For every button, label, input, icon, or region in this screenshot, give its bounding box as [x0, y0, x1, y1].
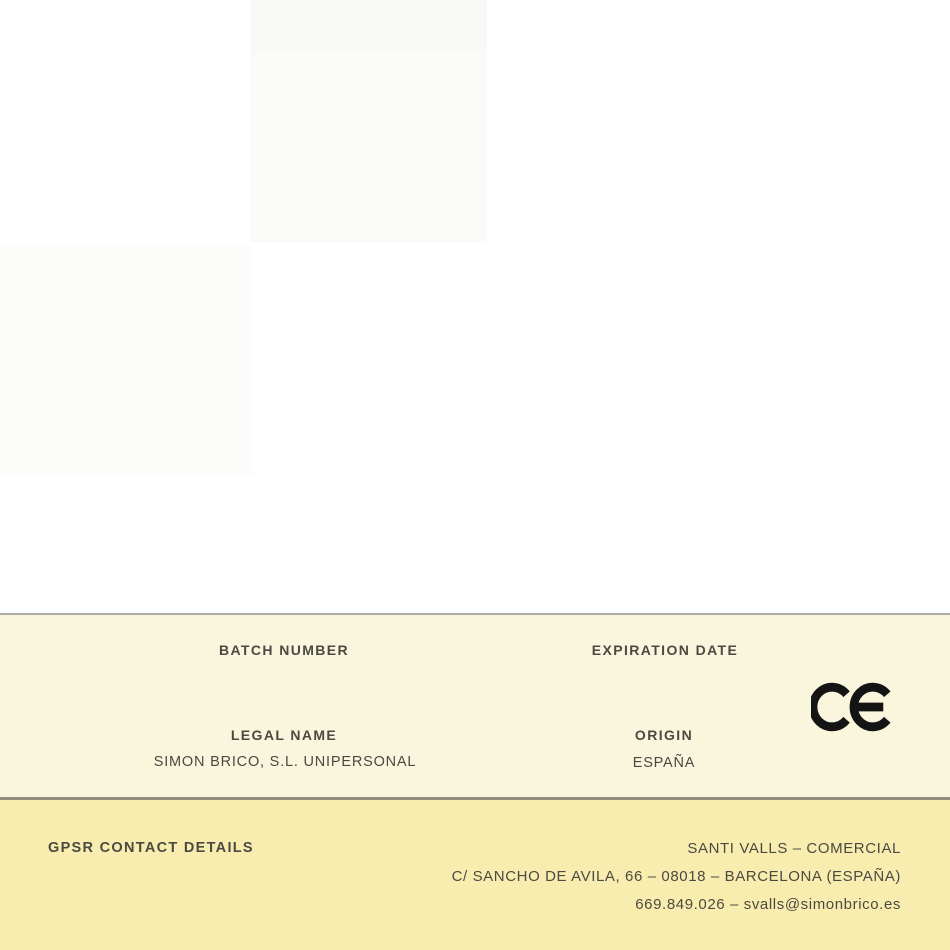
contact-lines: [452, 840, 901, 913]
gpsr-contact-band: [0, 800, 950, 950]
legal-name-value: SIMON BRICO, S.L. UNIPERSONAL: [153, 754, 417, 770]
faint-product-ghost-left: [0, 245, 252, 475]
expiration-date-label: EXPIRATION DATE: [591, 642, 739, 658]
legal-name-label: LEGAL NAME: [230, 727, 338, 743]
contact-person-line: SANTI VALLS – COMERCIAL: [687, 840, 901, 857]
info-band: [0, 615, 950, 797]
contact-address-line: C/ SANCHO DE AVILA, 66 – 08018 – BARCELONA (ESPAÑA): [451, 868, 901, 885]
faint-product-ghost-strip: [250, 0, 487, 50]
gpsr-contact-details-title: GPSR CONTACT DETAILS: [48, 840, 254, 856]
origin-label: ORIGIN: [634, 727, 694, 743]
contact-phone-email-line: 669.849.026 – svalls@simonbrico.es: [635, 896, 901, 913]
origin-value: ESPAÑA: [632, 755, 696, 771]
batch-number-label: BATCH NUMBER: [218, 642, 350, 658]
ce-mark-icon: [811, 674, 898, 740]
